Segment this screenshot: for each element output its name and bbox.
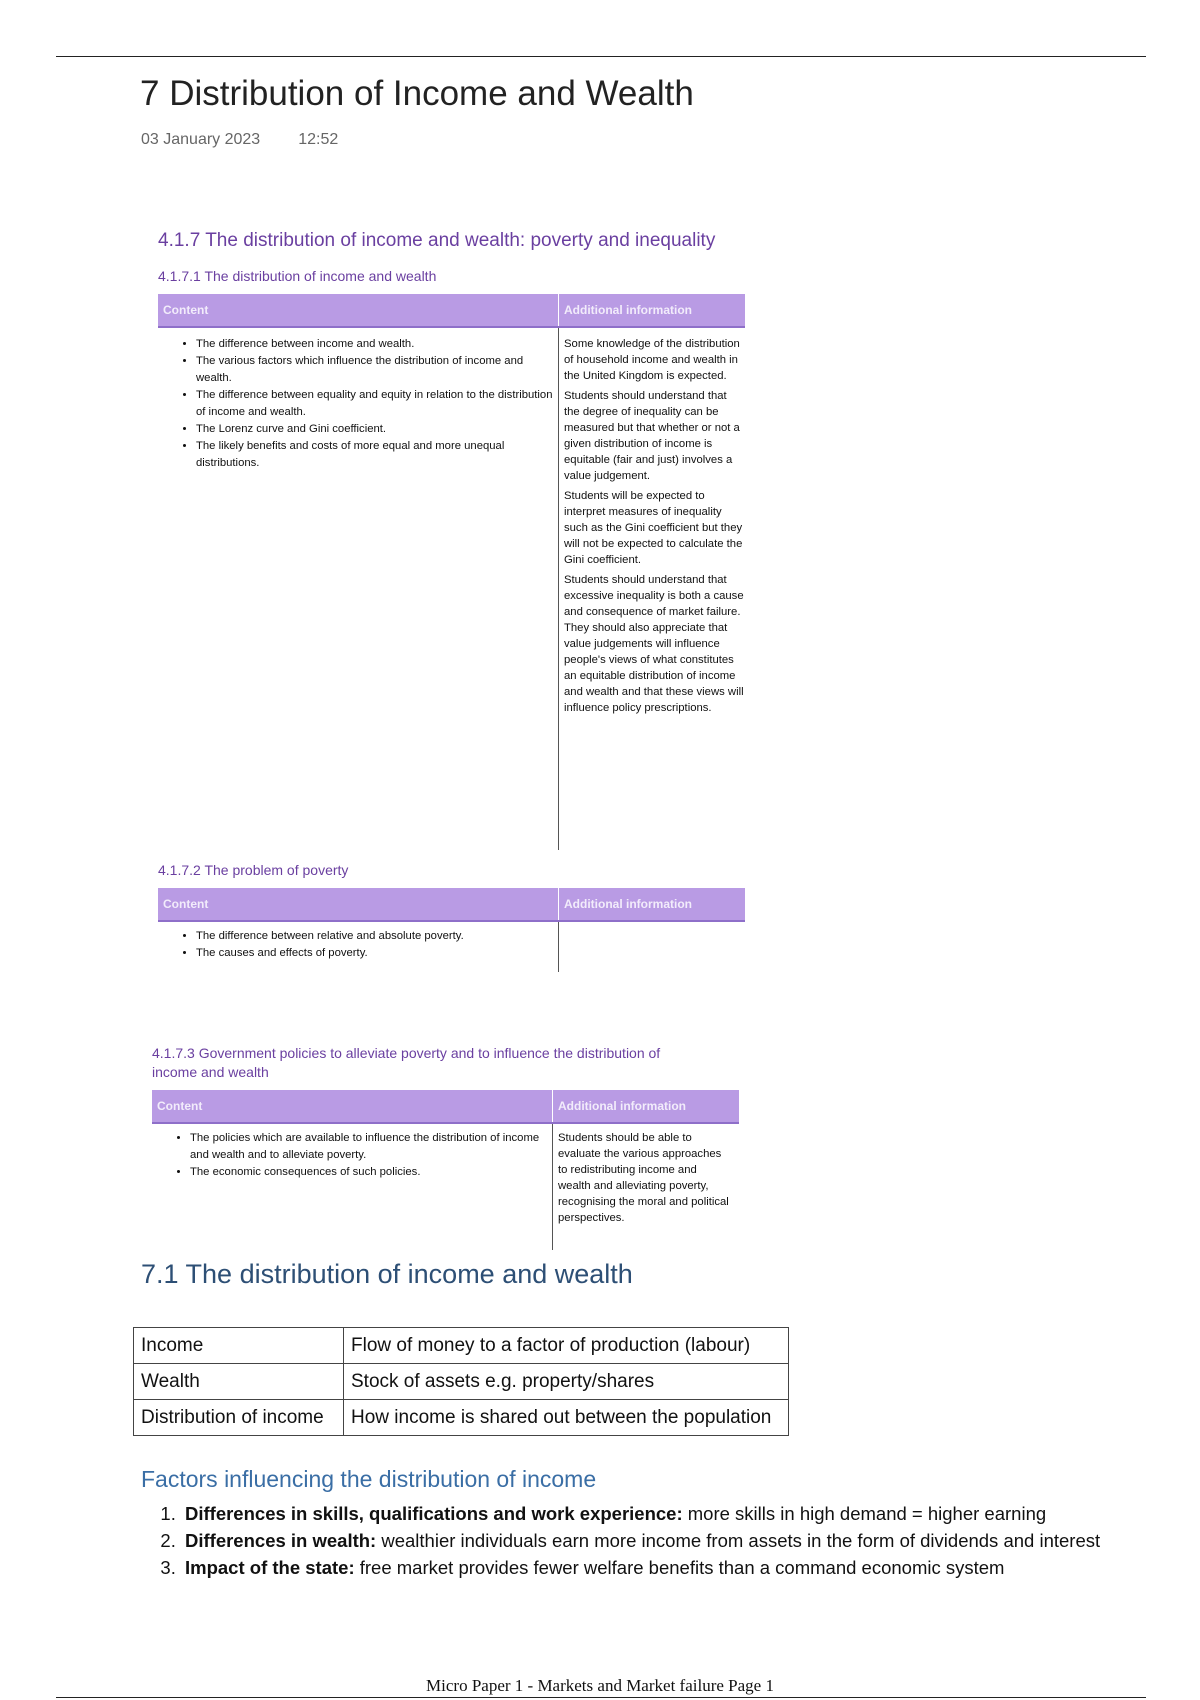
- spec-sub1-heading: 4.1.7.1 The distribution of income and wealth: [158, 268, 437, 284]
- spec-1-content-list: [178, 336, 556, 472]
- spec-table-3: [152, 1090, 739, 1250]
- factors-heading: Factors influencing the distribution of income: [141, 1466, 597, 1492]
- definition-cell: Flow of money to a factor of production (labour): [344, 1328, 789, 1364]
- factor-label: Impact of the state:: [185, 1557, 355, 1578]
- spec-3-additional: Students should be able to evaluate the various approaches to redistributing income and wealth and alleviating poverty, recognising the moral and political perspectives.: [558, 1132, 729, 1224]
- page-meta: [141, 131, 338, 149]
- col-additional-label: Additional information: [564, 897, 692, 911]
- list-item: • The difference between relative and absolute poverty.: [196, 928, 556, 945]
- list-item: • The policies which are available to influence the distribution of income and wealth and to alleviate poverty.: [190, 1130, 550, 1164]
- col-content-label: Content: [163, 303, 209, 317]
- col-additional-label: Additional information: [564, 303, 692, 317]
- col-content-label: Content: [163, 897, 209, 911]
- page-title: 7 Distribution of Income and Wealth: [140, 74, 694, 113]
- list-item: • The difference between equality and equity in relation to the distribution of income and wealth.: [196, 387, 556, 421]
- additional-paragraph: Students will be expected to interpret measures of inequality such as the Gini coefficient but they will not be expected to calculate the Gini coefficient.: [564, 490, 743, 566]
- spec-2-content-list: [178, 928, 556, 962]
- spec-table-2-header: [158, 888, 745, 922]
- spec-heading: 4.1.7 The distribution of income and wealth: poverty and inequality: [158, 230, 716, 251]
- list-item: • The causes and effects of poverty.: [196, 945, 556, 962]
- spec-table-1: [158, 294, 745, 850]
- table-row: [134, 1364, 789, 1400]
- col-additional-label: Additional information: [558, 1099, 686, 1113]
- spec-3-content-list: [172, 1130, 550, 1181]
- definition-cell: Stock of assets e.g. property/shares: [344, 1364, 789, 1400]
- spec-table-2: [158, 888, 745, 972]
- spec-1-additional: [564, 336, 744, 720]
- additional-paragraph: Students should understand that excessive inequality is both a cause and consequence of market failure. They should also appreciate that value judgements will influence people's views of what constitutes an equitable distribution of income and wealth and that these views will influence policy prescriptions.: [564, 574, 744, 714]
- additional-paragraph: Some knowledge of the distribution of household income and wealth in the United Kingdom is expected.: [564, 338, 740, 382]
- section-heading: 7.1 The distribution of income and wealth: [141, 1259, 633, 1289]
- list-item: • The likely benefits and costs of more equal and more unequal distributions.: [196, 438, 556, 472]
- spec-sub3-heading: [152, 1044, 660, 1082]
- bottom-rule: [56, 1697, 1146, 1698]
- list-item: • The various factors which influence the distribution of income and wealth.: [196, 353, 556, 387]
- factor-text: more skills in high demand = higher earning: [682, 1503, 1047, 1524]
- factor-text: free market provides fewer welfare benefits than a command economic system: [354, 1557, 1005, 1578]
- list-item: [181, 1554, 1100, 1581]
- spec-sub3-heading-line1: 4.1.7.3 Government policies to alleviate poverty and to influence the distribution of: [152, 1045, 661, 1061]
- definition-cell: How income is shared out between the population: [344, 1400, 789, 1436]
- term-cell: Distribution of income: [134, 1400, 344, 1436]
- table-row: [134, 1400, 789, 1436]
- factor-label: Differences in wealth:: [185, 1530, 377, 1551]
- table-row: [134, 1328, 789, 1364]
- spec-table-1-header: [158, 294, 745, 328]
- spec-sub2-heading: 4.1.7.2 The problem of poverty: [158, 862, 349, 878]
- page-date: 03 January 2023: [141, 131, 261, 148]
- factors-list: [141, 1500, 1100, 1581]
- factor-text: wealthier individuals earn more income from assets in the form of dividends and interest: [376, 1530, 1101, 1551]
- term-cell: Income: [134, 1328, 344, 1364]
- spec-table-3-header: [152, 1090, 739, 1124]
- page-time: 12:52: [298, 131, 339, 148]
- top-rule: [56, 56, 1146, 57]
- additional-paragraph: Students should understand that the degree of inequality can be measured but that whether or not a given distribution of income is equitable (fair and just) involves a value judgement.: [564, 390, 740, 482]
- factor-label: Differences in skills, qualifications and work experience:: [185, 1503, 683, 1524]
- page-footer: Micro Paper 1 - Markets and Market failure Page 1: [426, 1676, 774, 1695]
- list-item: • The Lorenz curve and Gini coefficient.: [196, 421, 556, 438]
- list-item: • The difference between income and wealth.: [196, 336, 556, 353]
- list-item: [181, 1527, 1100, 1554]
- list-item: • The economic consequences of such policies.: [190, 1164, 550, 1181]
- spec-sub3-heading-line2: income and wealth: [152, 1064, 269, 1080]
- list-item: [181, 1500, 1100, 1527]
- col-content-label: Content: [157, 1099, 203, 1113]
- definitions-table: [133, 1327, 789, 1436]
- term-cell: Wealth: [134, 1364, 344, 1400]
